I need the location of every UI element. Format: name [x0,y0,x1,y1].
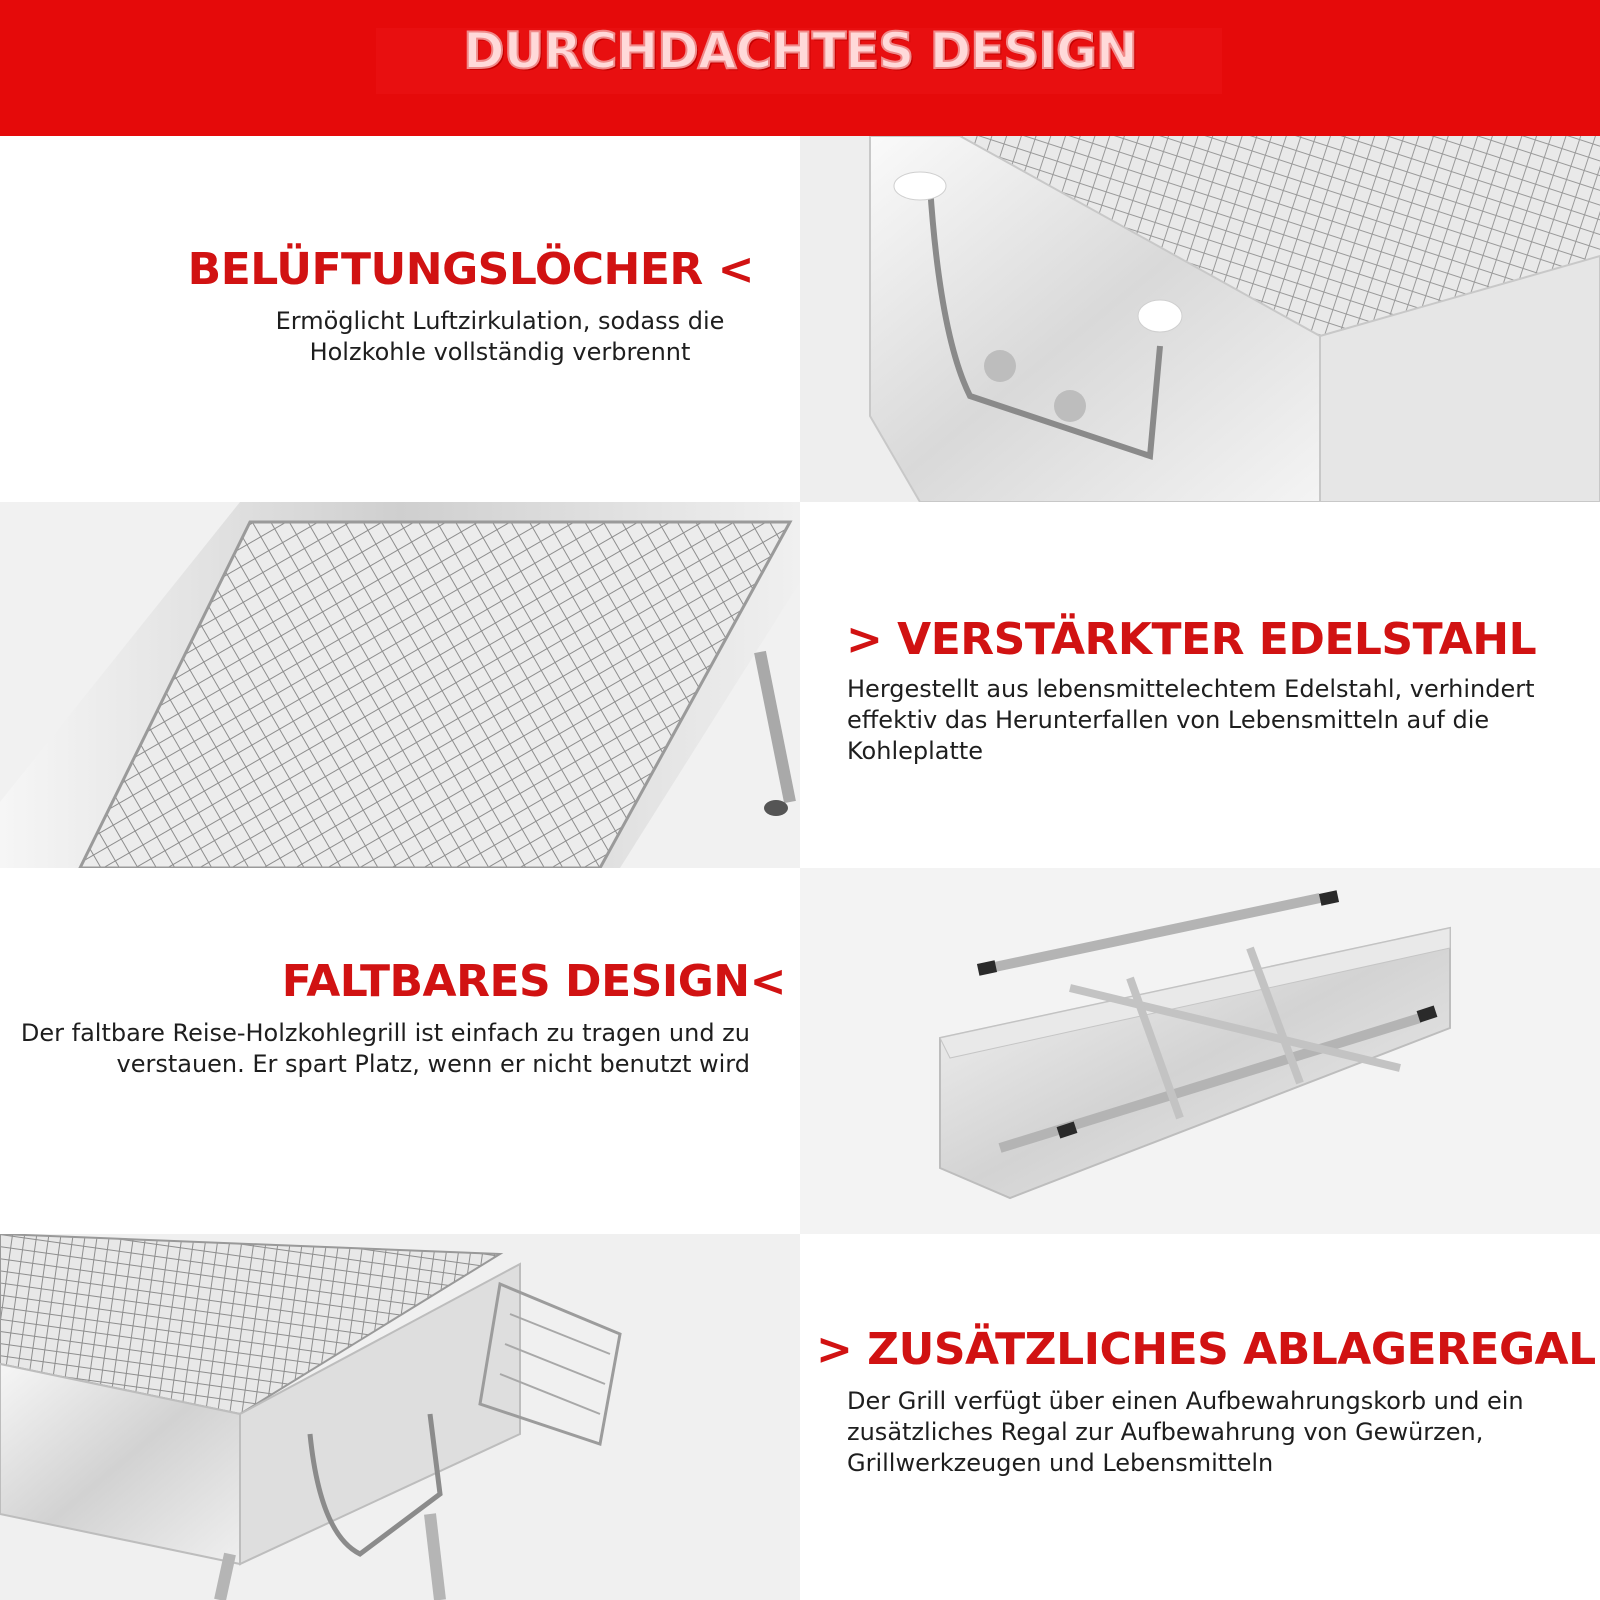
feature-desc-steel: Hergestellt aus lebensmittelechtem Edelstahl, verhindert effektiv das Herunterfallen von Lebensmitteln auf die Kohleplatte [847,675,1535,765]
grill-mesh-closeup-photo [0,502,800,868]
grill-with-rack-image [0,1234,800,1600]
feature-heading-rack: > ZUSÄTZLICHES ABLAGEREGAL [816,1324,1596,1375]
grill-mesh-closeup-image [0,502,800,868]
folded-grill-image [800,868,1600,1234]
feature-heading-steel: > VERSTÄRKTER EDELSTAHL [846,614,1537,665]
feature-heading-ventilation: BELÜFTUNGSLÖCHER < [187,244,754,295]
feature-foldable-panel [0,868,800,1234]
feature-desc-rack: Der Grill verfügt über einen Aufbewahrungskorb und ein zusätzliches Regal zur Aufbewahrung von Gewürzen, Grillwerkzeugen und Lebensmitteln [847,1387,1524,1477]
feature-desc-foldable: Der faltbare Reise-Holzkohlegrill ist einfach zu tragen und zu verstauen. Er spart Platz, wenn er nicht benutzt wird [20,1019,750,1078]
feature-ventilation-panel [0,136,800,502]
feature-rack-panel [800,1234,1600,1600]
grill-handle-vent-image [800,136,1600,502]
header-banner [0,0,1600,136]
feature-steel-panel [800,502,1600,868]
grill-handle-vent-photo [800,136,1600,502]
grill-with-rack-photo [0,1234,800,1600]
feature-heading-foldable: FALTBARES DESIGN< [281,956,786,1007]
folded-grill-photo [800,868,1600,1234]
page-title: DURCHDACHTES DESIGN [463,22,1137,80]
feature-desc-ventilation: Ermöglicht Luftzirkulation, sodass die Holzkohle vollständig verbrennt [275,307,725,366]
